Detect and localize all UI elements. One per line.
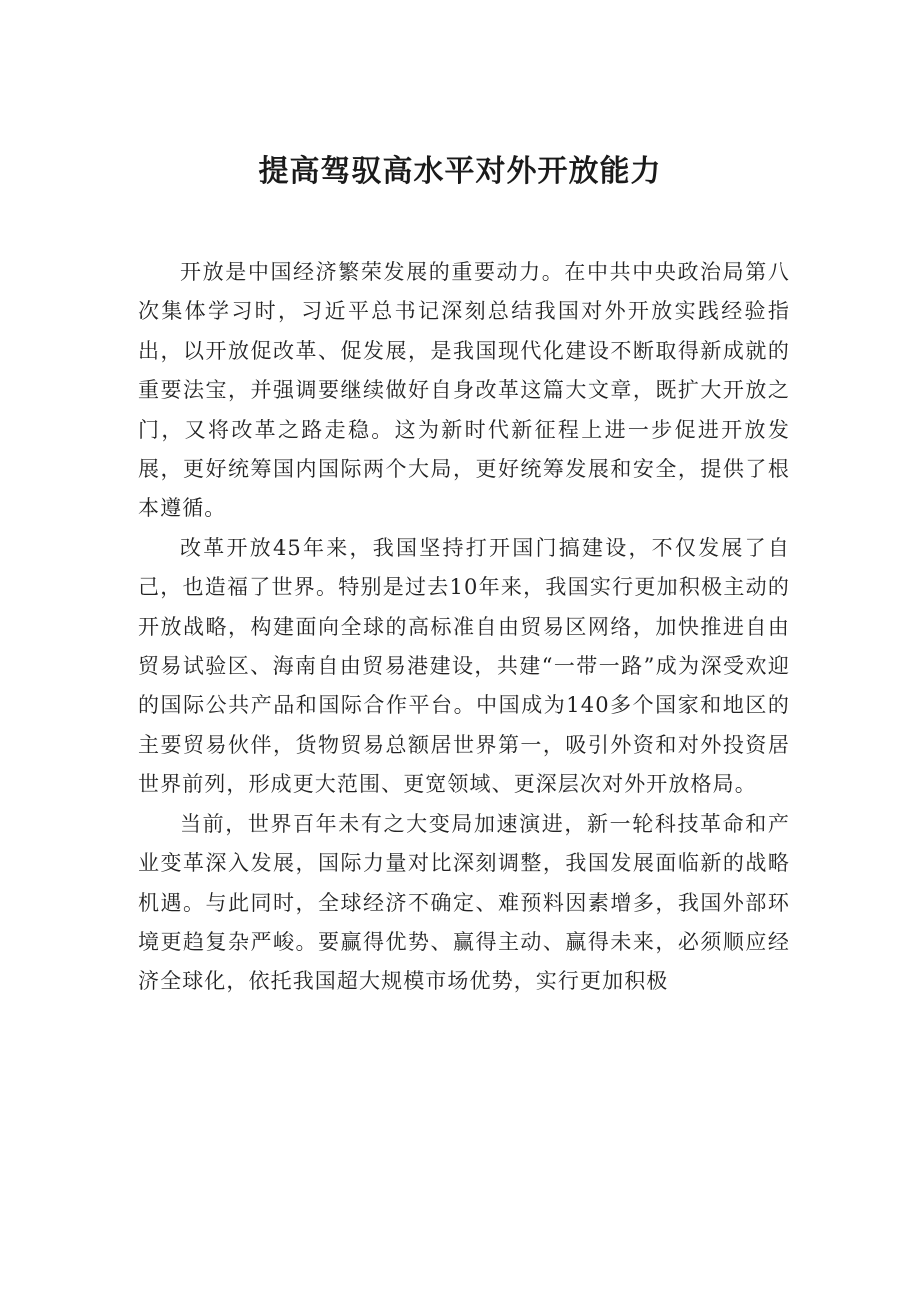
paragraph-2: 改革开放45年来，我国坚持打开国门搞建设，不仅发展了自己，也造福了世界。特别是过去10年来，我国实行更加积极主动的开放战略，构建面向全球的高标准自由贸易区网络，加快推进自由贸易试验区、海南自由贸易港建设，共建“一带一路”成为深受欢迎的国际公共产品和国际合作平台。中国成为140多个国家和地区的主要贸易伙伴，货物贸易总额居世界第一，吸引外资和对外投资居世界前列，形成更大范围、更宽领域、更深层次对外开放格局。	[138, 535, 790, 797]
paragraph-1: 开放是中国经济繁荣发展的重要动力。在中共中央政治局第八次集体学习时，习近平总书记深刻总结我国对外开放实践经验指出，以开放促改革、促发展，是我国现代化建设不断取得新成就的重要法宝，并强调要继续做好自身改革这篇大文章，既扩大开放之门，又将改革之路走稳。这为新时代新征程上进一步促进开放发展，更好统筹国内国际两个大局，更好统筹发展和安全，提供了根本遵循。	[138, 260, 790, 521]
document-body	[138, 253, 790, 1002]
document-title: 提高驾驭高水平对外开放能力	[258, 154, 662, 189]
paragraph-3: 当前，世界百年未有之大变局加速演进，新一轮科技革命和产业变革深入发展，国际力量对比深刻调整，我国发展面临新的战略机遇。与此同时，全球经济不确定、难预料因素增多，我国外部环境更趋复杂严峻。要赢得优势、赢得主动、赢得未来，必须顺应经济全球化，依托我国超大规模市场优势，实行更加积极	[138, 811, 790, 994]
